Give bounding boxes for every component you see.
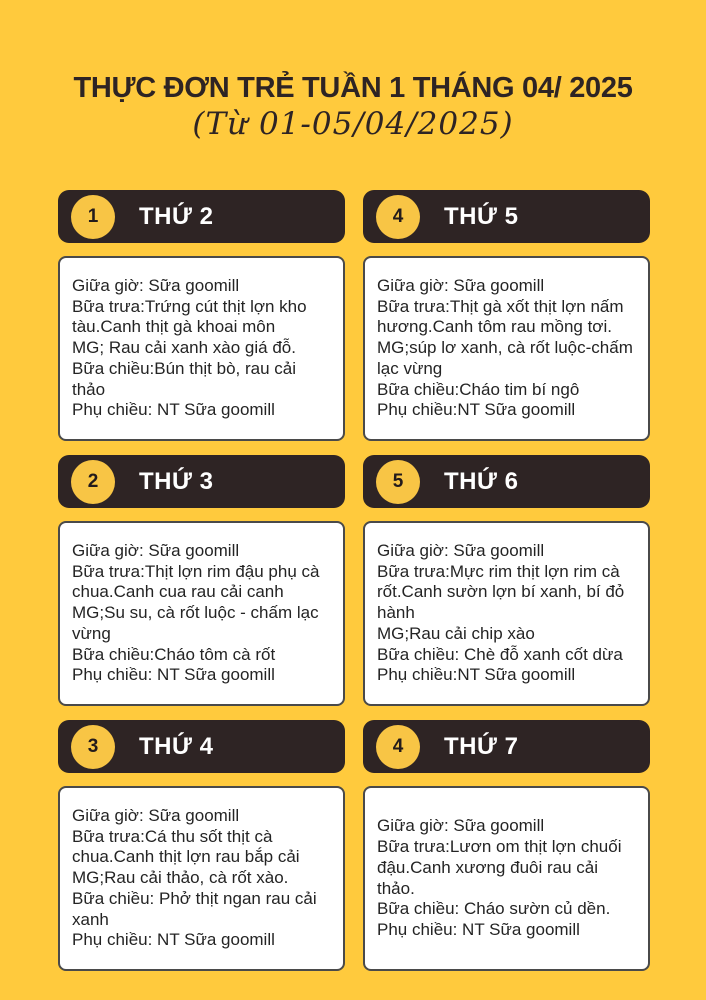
menu-line: MG;Rau cải chip xào — [377, 623, 535, 643]
menu-line: Bữa chiều: Phở thịt ngan rau cải xanh — [72, 888, 317, 929]
menu-line: Bữa chiều:Bún thịt bò, rau cải thảo — [72, 358, 297, 399]
menu-line: MG;súp lơ xanh, cà rốt luộc-chấm lạc vừng — [377, 338, 633, 378]
day-card-header — [363, 720, 650, 773]
day-number-badge: 4 — [376, 195, 420, 239]
menu-line: Giữa giờ: Sữa goomill — [72, 540, 240, 560]
menu-grid — [58, 190, 650, 971]
menu-line: Giữa giờ: Sữa goomill — [72, 805, 240, 825]
day-card-header — [58, 720, 345, 773]
day-label: THỨ 2 — [139, 202, 214, 230]
menu-card — [363, 786, 650, 971]
menu-line: Bữa trưa:Lươn om thịt lợn chuối đậu.Canh xương đuôi rau cải thảo. — [377, 837, 622, 898]
menu-line: MG;Su su, cà rốt luộc - chấm lạc vừng — [72, 603, 319, 643]
day-card-header — [363, 455, 650, 508]
menu-line: Bữa chiều: Chè đỗ xanh cốt dừa — [377, 644, 623, 664]
day-card-monday — [58, 190, 345, 441]
menu-line: Giữa giờ: Sữa goomill — [377, 275, 545, 295]
menu-line: MG; Rau cải xanh xào giá đỗ. — [72, 338, 296, 358]
menu-line: Bữa chiều:Cháo tim bí ngô — [377, 379, 580, 399]
day-card-tuesday — [58, 455, 345, 706]
day-number-badge: 1 — [71, 195, 115, 239]
menu-line: Bữa trưa:Mực rim thịt lợn rim cà rốt.Canh sườn lợn bí xanh, bí đỏ hành — [377, 561, 625, 623]
menu-line: MG;Rau cải thảo, cà rốt xào. — [72, 868, 289, 888]
day-card-thursday — [363, 190, 650, 441]
day-label: THỨ 3 — [139, 467, 214, 495]
day-label: THỨ 4 — [139, 732, 214, 760]
menu-line: Phụ chiều: NT Sữa goomill — [72, 665, 275, 685]
page-title: THỰC ĐƠN TRẺ TUẦN 1 THÁNG 04/ 2025 — [73, 72, 633, 104]
day-number-badge: 2 — [71, 460, 115, 504]
menu-line: Bữa chiều: Cháo sườn củ dền. — [377, 899, 611, 919]
menu-line: Bữa trưa:Cá thu sốt thịt cà chua.Canh thịt lợn rau bắp cải — [72, 826, 300, 867]
menu-card — [58, 256, 345, 441]
menu-line: Phụ chiều: NT Sữa goomill — [72, 930, 275, 950]
day-label: THỨ 5 — [444, 202, 519, 230]
menu-line: Phụ chiều: NT Sữa goomill — [72, 400, 275, 420]
menu-card — [363, 256, 650, 441]
day-card-friday — [363, 455, 650, 706]
menu-line: Bữa trưa:Trứng cút thịt lợn kho tàu.Canh thịt gà khoai môn — [72, 296, 307, 337]
menu-line: Bữa trưa:Thịt lợn rim đậu phụ cà chua.Canh cua rau cải canh — [72, 561, 320, 602]
day-card-header — [363, 190, 650, 243]
menu-line: Giữa giờ: Sữa goomill — [377, 816, 545, 836]
day-number-badge: 3 — [71, 725, 115, 769]
day-number-badge: 4 — [376, 725, 420, 769]
menu-line: Giữa giờ: Sữa goomill — [72, 275, 240, 295]
menu-line: Bữa chiều:Cháo tôm cà rốt — [72, 644, 276, 664]
day-card-wednesday — [58, 720, 345, 971]
day-label: THỨ 7 — [444, 732, 519, 760]
menu-line: Phụ chiều:NT Sữa goomill — [377, 665, 576, 685]
menu-line: Bữa trưa:Thịt gà xốt thịt lợn nấm hương.Canh tôm rau mồng tơi. — [377, 296, 624, 337]
page-subtitle: (Từ 01-05/04/2025) — [192, 106, 514, 142]
day-card-header — [58, 190, 345, 243]
day-card-header — [58, 455, 345, 508]
day-number-badge: 5 — [376, 460, 420, 504]
menu-line: Giữa giờ: Sữa goomill — [377, 540, 545, 560]
menu-line: Phụ chiều: NT Sữa goomill — [377, 919, 580, 939]
day-label: THỨ 6 — [444, 467, 519, 495]
menu-line: Phụ chiều:NT Sữa goomill — [377, 400, 576, 420]
menu-card — [363, 521, 650, 706]
day-card-saturday — [363, 720, 650, 971]
menu-card — [58, 521, 345, 706]
menu-card — [58, 786, 345, 971]
